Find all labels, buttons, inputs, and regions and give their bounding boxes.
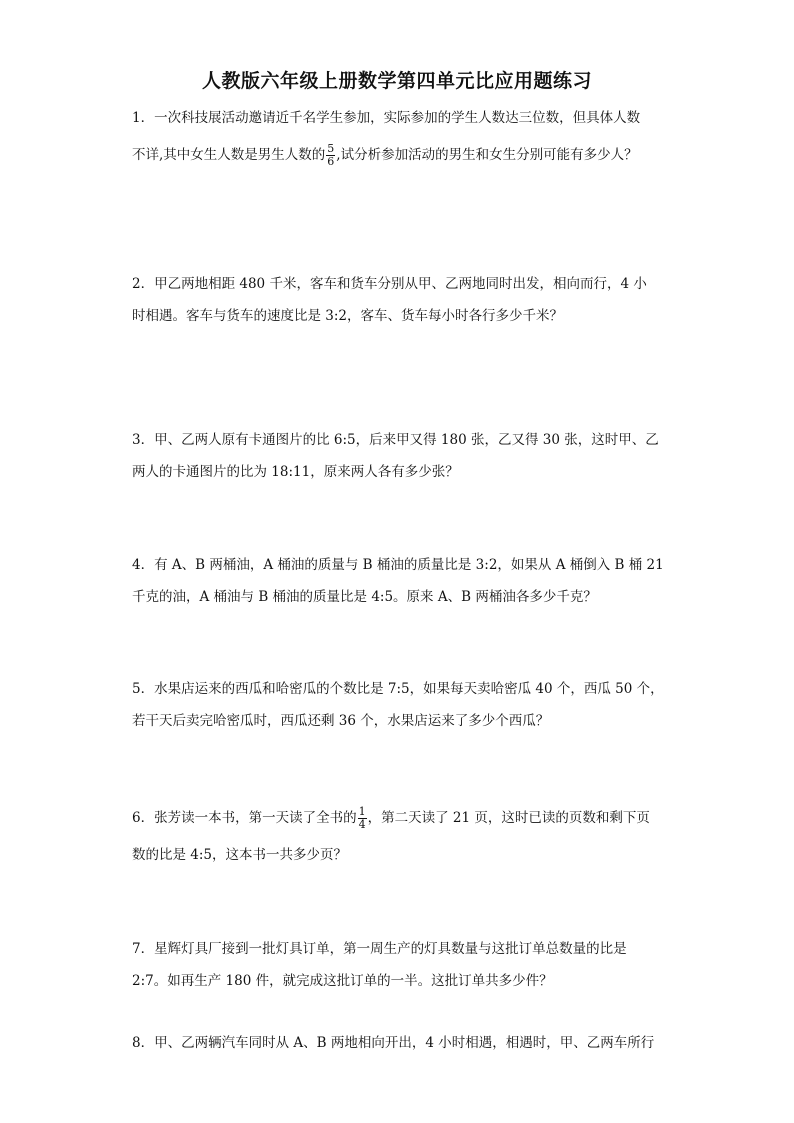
question-6 [132, 802, 662, 871]
question-text: 7．星辉灯具厂接到一批灯具订单，第一周生产的灯具数量与这批订单总数量的比是 [132, 941, 627, 957]
question-text: 1．一次科技展活动邀请近千名学生参加，实际参加的学生人数达三位数，但具体人数 [132, 110, 641, 126]
question-text [132, 139, 662, 171]
question-7 [132, 933, 662, 997]
question-2 [132, 268, 662, 332]
question-text: 3．甲、乙两人原有卡通图片的比 6:5，后来甲又得 180 张，乙又得 30 张，这时甲、乙 [132, 432, 659, 448]
question-5 [132, 673, 662, 737]
question-text: 4．有 A、B 两桶油，A 桶油的质量与 B 桶油的质量比是 3:2，如果从 A 桶倒入 B 桶 21 [132, 557, 664, 573]
fraction-denominator: 6 [327, 155, 335, 168]
question-text-part: ,试分析参加活动的男生和女生分别可能有多少人？ [336, 147, 638, 163]
question-text: 2:7。如再生产 180 件，就完成这批订单的一半。这批订单共多少件？ [132, 973, 553, 989]
question-text: 若干天后卖完哈密瓜时，西瓜还剩 36 个，水果店运来了多少个西瓜？ [132, 713, 550, 729]
question-1 [132, 102, 662, 171]
question-text: 5．水果店运来的西瓜和哈密瓜的个数比是 7:5，如果每天卖哈密瓜 40 个，西瓜 50 个， [132, 681, 664, 697]
question-text: 数的比是 4:5，这本书一共多少页？ [132, 847, 348, 863]
fraction-numerator: 1 [358, 805, 366, 818]
question-text-part: 6．张芳读一本书，第一天读了全书的 [132, 810, 357, 826]
page-title: 人教版六年级上册数学第四单元比应用题练习 [201, 70, 592, 92]
question-text: 2．甲乙两地相距 480 千米，客车和货车分别从甲、乙两地同时出发，相向而行，4 小 [132, 276, 647, 292]
fraction-numerator: 5 [327, 142, 335, 155]
fraction [358, 806, 367, 831]
fraction [326, 143, 335, 168]
question-text: 时相遇。客车与货车的速度比是 3:2，客车、货车每小时各行多少千米？ [132, 308, 564, 324]
question-text: 千克的油，A 桶油与 B 桶油的质量比是 4:5。原来 A、B 两桶油各多少千克？ [132, 589, 597, 605]
question-8 [132, 1027, 662, 1059]
question-text-part: 不详,其中女生人数是男生人数的 [132, 147, 326, 163]
fraction-denominator: 4 [358, 818, 366, 831]
question-text: 两人的卡通图片的比为 18:11，原来两人各有多少张？ [132, 464, 459, 480]
question-text [132, 802, 662, 834]
question-4 [132, 549, 662, 613]
question-text: 8．甲、乙两辆汽车同时从 A、B 两地相向开出，4 小时相遇，相遇时，甲、乙两车所行 [132, 1035, 655, 1051]
question-3 [132, 424, 662, 488]
question-text-part: ，第二天读了 21 页，这时已读的页数和剩下页 [367, 810, 650, 826]
